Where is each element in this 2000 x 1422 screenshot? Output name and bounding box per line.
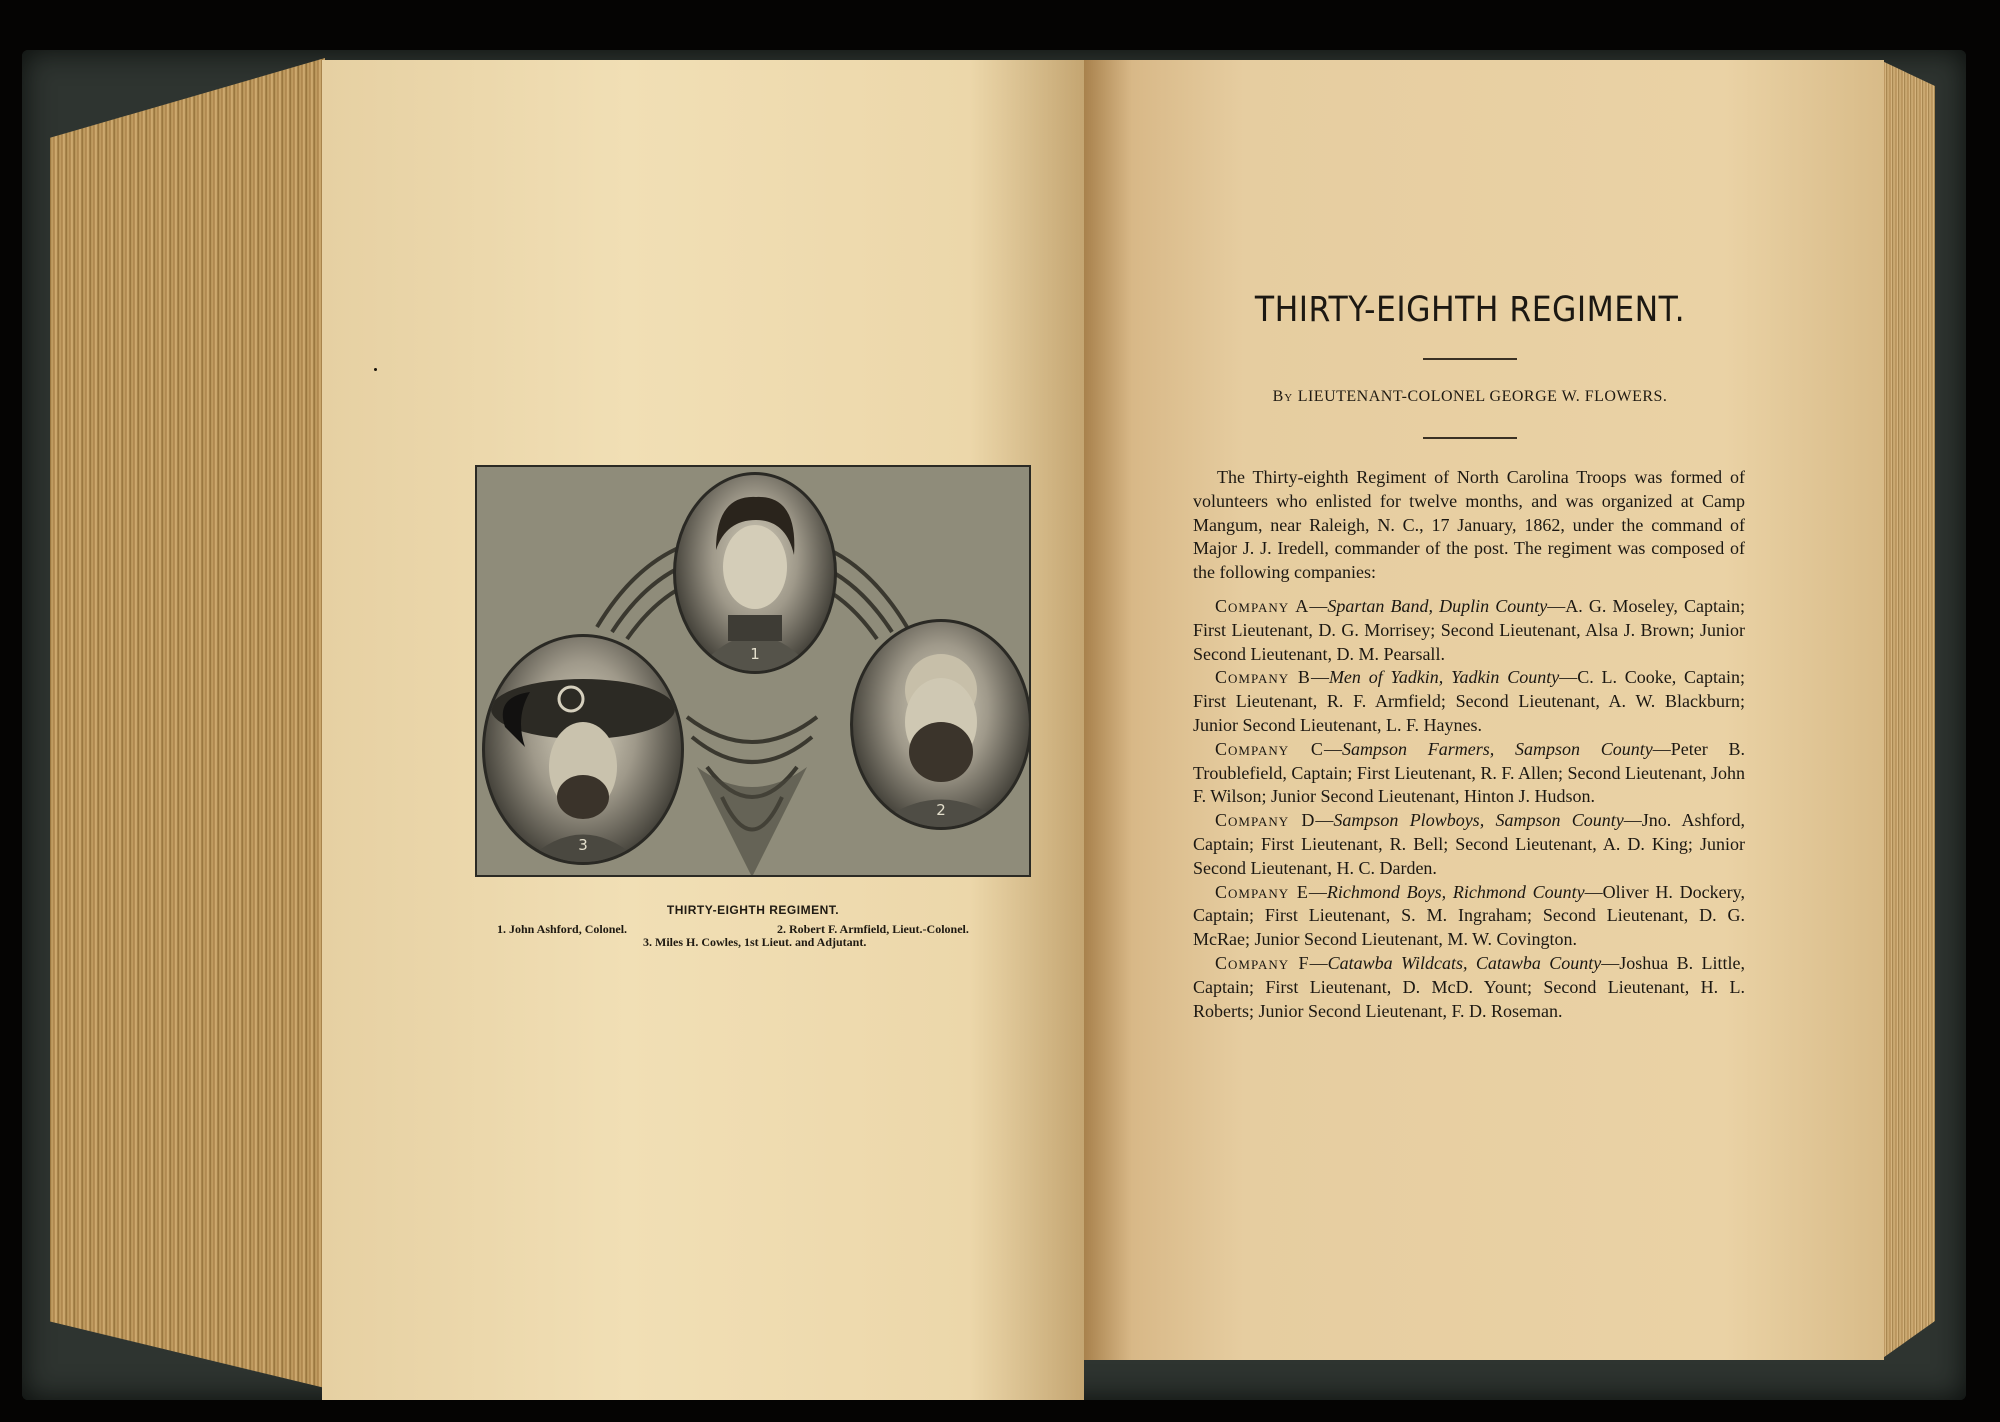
company-name: Men of Yadkin, Yadkin County: [1328, 667, 1560, 688]
plate-caption-title: THIRTY-EIGHTH REGIMENT.: [666, 903, 840, 917]
company-officers: Jno. Ashford, Captain; First Lieutenant, R. Bell; Second Lieutenant, A. D. King; Junior Second Lieutenant, H. C. Darden.: [1193, 810, 1745, 878]
company-name: Sampson Plowboys, Sampson County: [1333, 810, 1624, 831]
company-label: Company E: [1215, 881, 1309, 902]
company-list: [1193, 595, 1745, 1023]
chapter-title: THIRTY-EIGHTH REGIMENT.: [1254, 290, 1686, 330]
byline: [1190, 388, 1750, 406]
company-officers: Joshua B. Little, Captain; First Lieutenant, D. McD. Yount; Second Lieutenant, H. L. Roberts; Junior Second Lieutenant, F. D. Roseman.: [1193, 952, 1745, 1021]
company-officers: A. G. Moseley, Captain; First Lieutenant, D. G. Morrisey; Second Lieutenant, Alsa J. Brown; Junior Second Lieutenant, D. M. Pearsall.: [1193, 595, 1745, 664]
caption-line-1: 1. John Ashford, Colonel.: [497, 922, 628, 936]
company-entry: Company D—Sampson Plowboys, Sampson County—Jno. Ashford, Captain; First Lieutenant, R. Bell; Second Lieutenant, A. D. King; Junior Second Lieutenant, H. C. Darden.: [1193, 810, 1745, 878]
company-entry: Company C—Sampson Farmers, Sampson County—Peter B. Troublefield, Captain; First Lieutenant, R. F. Allen; Second Lieutenant, John F. Wilson; Junior Second Lieutenant, Hinton J. Hudson.: [1193, 738, 1745, 807]
company-entry: Company B—Men of Yadkin, Yadkin County—C. L. Cooke, Captain; First Lieutenant, R. F. Armfield; Second Lieutenant, A. W. Blackburn; Junior Second Lieutenant, L. F. Haynes.: [1193, 667, 1745, 735]
company-officers: C. L. Cooke, Captain; First Lieutenant, R. F. Armfield; Second Lieutenant, A. W. Blackburn; Junior Second Lieutenant, L. F. Haynes.: [1193, 667, 1745, 735]
hat-feather-figure: [485, 637, 681, 862]
portrait-number-1: 1: [750, 645, 760, 663]
portrait-plate: [475, 465, 1031, 877]
portrait-john-ashford: [673, 472, 837, 674]
company-label: Company C: [1215, 738, 1324, 759]
byline-author: LIEUTENANT-COLONEL GEORGE W. FLOWERS.: [1297, 388, 1668, 405]
company-entry: Company F—Catawba Wildcats, Catawba County—Joshua B. Little, Captain; First Lieutenant, D. McD. Yount; Second Lieutenant, H. L. Roberts; Junior Second Lieutenant, F. D. Roseman.: [1193, 952, 1745, 1021]
title-rule: [1423, 358, 1517, 360]
company-entry: Company E—Richmond Boys, Richmond County—Oliver H. Dockery, Captain; First Lieutenant, S. M. Ingraham; Second Lieutenant, D. G. McRae; Junior Second Lieutenant, M. W. Covington.: [1193, 881, 1745, 950]
company-label: Company D: [1215, 810, 1316, 831]
company-name: Spartan Band, Duplin County: [1327, 595, 1548, 616]
company-label: Company A: [1215, 595, 1310, 616]
right-page-edges: [1880, 60, 1935, 1360]
company-name: Catawba Wildcats, Catawba County: [1327, 952, 1602, 973]
portrait-number-3: 3: [578, 836, 588, 854]
company-officers: Oliver H. Dockery, Captain; First Lieutenant, S. M. Ingraham; Second Lieutenant, D. G. McRae; Junior Second Lieutenant, M. W. Covington.: [1193, 881, 1745, 950]
company-officers: Peter B. Troublefield, Captain; First Lieutenant, R. F. Allen; Second Lieutenant, John F. Wilson; Junior Second Lieutenant, Hinton J. Hudson.: [1193, 738, 1745, 807]
left-page-edges: [50, 58, 325, 1388]
intro-paragraph: The Thirty-eighth Regiment of North Carolina Troops was formed of volunteers who enlisted for twelve months, and was organized at Camp Mangum, near Raleigh, N. C., 17 January, 1862, under the command of Major J. J. Iredell, commander of the post. The regiment was composed of the following companies:: [1193, 467, 1745, 583]
company-label: Company B: [1215, 667, 1311, 688]
portrait-number-2: 2: [936, 801, 946, 819]
portrait-miles-cowles: [482, 634, 684, 865]
company-name: Richmond Boys, Richmond County: [1326, 881, 1585, 902]
body-text: [1193, 466, 1745, 1023]
bearded-figure: [853, 622, 1029, 827]
company-entry: Company A—Spartan Band, Duplin County—A. G. Moseley, Captain; First Lieutenant, D. G. Morrisey; Second Lieutenant, Alsa J. Brown; Junior Second Lieutenant, D. M. Pearsall.: [1193, 595, 1745, 664]
caption-line-3: 3. Miles H. Cowles, 1st Lieut. and Adjutant.: [643, 935, 867, 949]
uniformed-figure: [676, 475, 834, 671]
ink-speck: [374, 368, 377, 371]
byline-rule: [1423, 437, 1517, 439]
caption-line-2: 2. Robert F. Armfield, Lieut.-Colonel.: [777, 922, 969, 936]
company-label: Company F: [1215, 952, 1310, 973]
byline-prefix: By: [1272, 388, 1294, 405]
portrait-robert-armfield: [850, 619, 1031, 830]
company-name: Sampson Farmers, Sampson County: [1341, 738, 1653, 759]
